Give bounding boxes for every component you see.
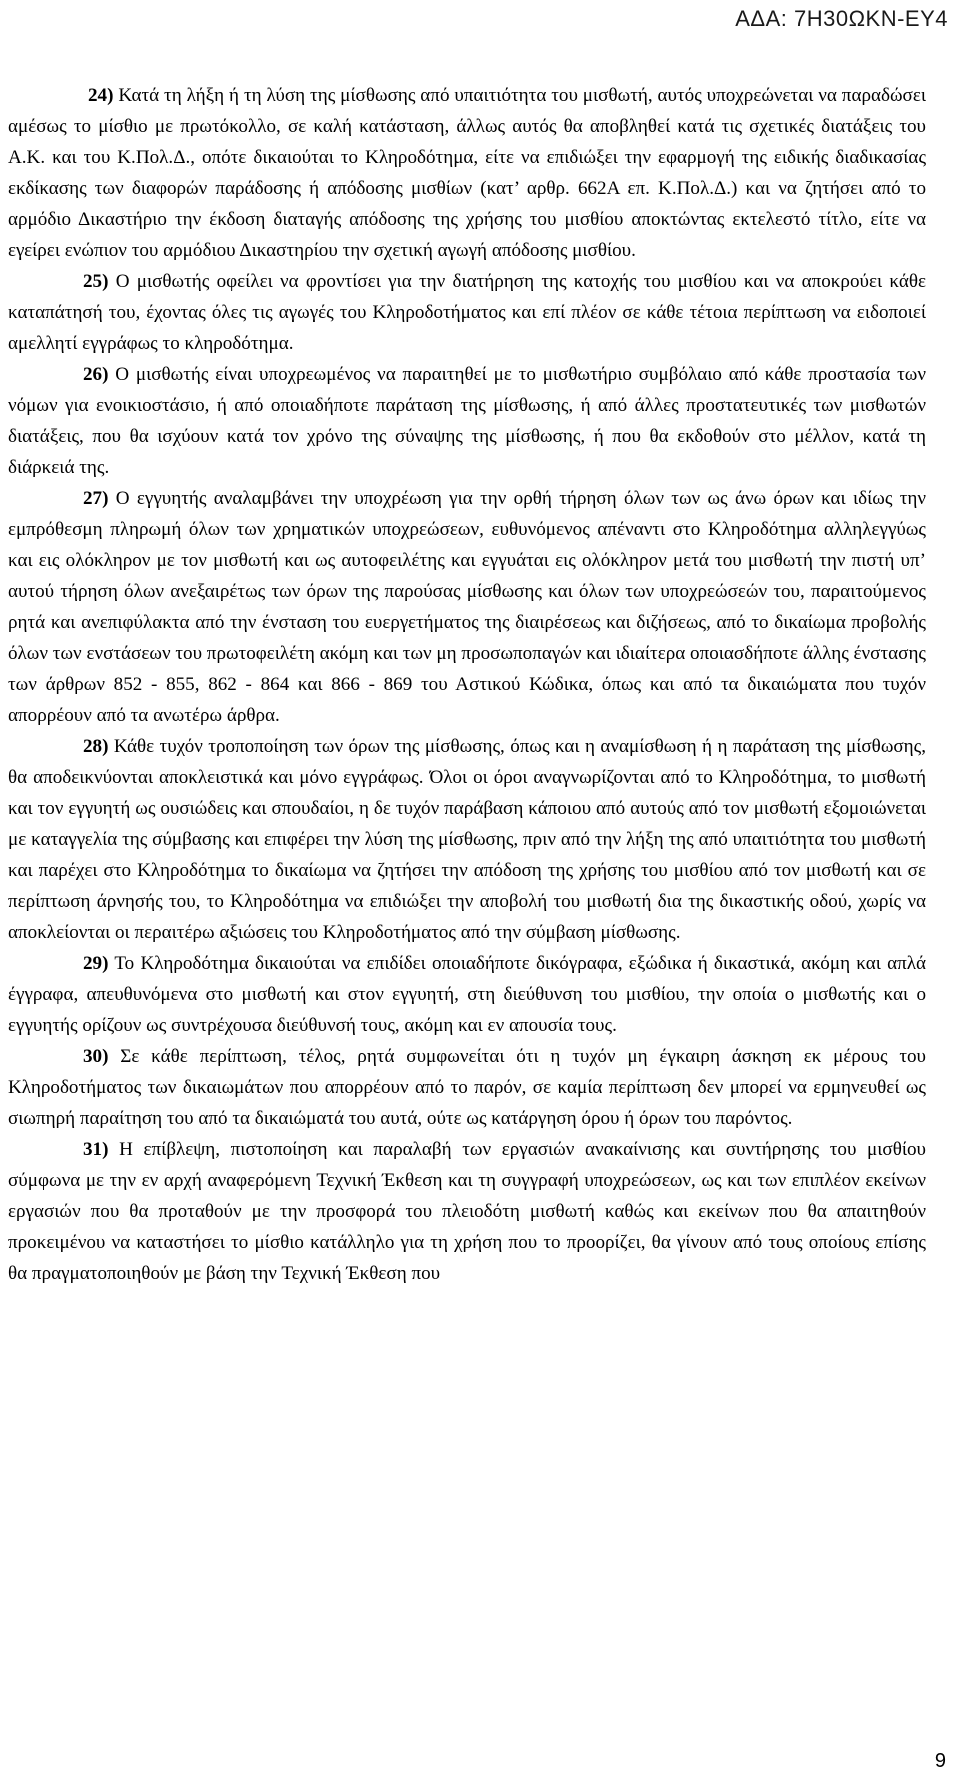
paragraph-text: Ο μισθωτής είναι υποχρεωμένος να παραιτηθεί με το μισθωτήριο συμβόλαιο από κάθε προστασία των νόμων για ενοικιοστάσιο, ή από οποιαδήποτε παράταση της μίσθωσης, ή από άλλες προστατευτικές των μισθωτών διατάξεις, που θα ισχύουν κατά τον χρόνο της σύναψης της μίσθωσης, ή που θα εκδοθούν στο μέλλον, κατά τη διάρκειά της. [8,364,926,478]
paragraph-number: 25) [83,271,109,292]
paragraph-25 [8,266,926,359]
ada-header: ΑΔΑ: 7Η30ΩΚΝ-ΕΥ4 [735,6,948,31]
paragraph-27 [8,483,926,731]
paragraph-number: 31) [83,1139,109,1160]
paragraph-text: Ο εγγυητής αναλαμβάνει την υποχρέωση για την ορθή τήρηση όλων των ως άνω όρων και ιδίως την εμπρόθεσμη πληρωμή όλων των χρηματικών υποχρεώσεων, ευθυνόμενος απέναντι στο Κληροδότημα αλληλεγγύως και εις ολόκληρον με τον μισθωτή και ως αυτοφειλέτης και εγγυάται εις ολόκληρον μετά του μισθωτή την πιστή υπ’ αυτού τήρηση όλων ανεξαιρέτως των όρων της παρούσας μίσθωσης και όλων των υποχρεώσεών του, παραιτούμενος ρητά και ανεπιφύλακτα από την ένσταση του ευεργετήματος της διαιρέσεως και διζήσεως, από το δικαίωμα προβολής όλων των ενστάσεων του πρωτοφειλέτη ακόμη και των μη προσωποπαγών και ιδιαίτερα οποιασδήποτε άλλης ένστασης των άρθρων 852 - 855, 862 - 864 και 866 - 869 του Αστικού Κώδικα, όπως και από τα δικαιώματα που τυχόν απορρέουν από τα ανωτέρω άρθρα. [8,488,926,726]
paragraph-28 [8,731,926,948]
paragraph-31 [8,1134,926,1289]
paragraph-text: Κάθε τυχόν τροποποίηση των όρων της μίσθωσης, όπως και η αναμίσθωση ή η παράταση της μίσθωσης, θα αποδεικνύονται αποκλειστικά και μόνο εγγράφως. Όλοι οι όροι αναγνωρίζονται από το Κληροδότημα, το μισθωτή και τον εγγυητή ως ουσιώδεις και σπουδαίοι, η δε τυχόν παράβαση κάποιου από αυτούς από τον μισθωτή εξομοιώνεται με καταγγελία της σύμβασης και επιφέρει την λύση της μίσθωσης, πριν από την λήξη της από υπαιτιότητα του μισθωτή και παρέχει στο Κληροδότημα το δικαίωμα να ζητήσει την απόδοση της χρήσης του μισθίου από τον μισθωτή και σε περίπτωση άρνησής του, το Κληροδότημα να επιδιώξει την αποβολή του μισθωτή δια της δικαστικής οδού, χωρίς να αποκλείονται οι περαιτέρω αξιώσεις του Κληροδοτήματος από την σύμβαση μίσθωσης. [8,736,926,943]
page-number: 9 [934,1750,946,1772]
paragraph-text: Η επίβλεψη, πιστοποίηση και παραλαβή των εργασιών ανακαίνισης και συντήρησης του μισθίου σύμφωνα με την εν αρχή αναφερόμενη Τεχνική Έκθεση και τη συγγραφή υποχρεώσεων, ως και των επιπλέον εκείνων εργασιών που θα προταθούν με την προσφορά του πλειοδότη μισθωτή καθώς και εκείνων που θα απαιτηθούν προκειμένου να καταστήσει το μίσθιο κατάλληλο για τη χρήση που το προορίζει, θα γίνουν από τους οποίους επίσης θα πραγματοποιηθούν με βάση την Τεχνική Έκθεση που [8,1139,926,1284]
paragraph-text: Σε κάθε περίπτωση, τέλος, ρητά συμφωνείται ότι η τυχόν μη έγκαιρη άσκηση εκ μέρους του Κληροδοτήματος των δικαιωμάτων που απορρέουν από το παρόν, σε καμία περίπτωση δεν μπορεί να ερμηνευθεί ως σιωπηρή παραίτηση του από τα δικαιώματά του αυτά, ούτε ως κατάργηση όρου ή όρων του παρόντος. [8,1046,926,1129]
paragraph-number: 30) [83,1046,109,1067]
paragraph-text: Ο μισθωτής οφείλει να φροντίσει για την διατήρηση της κατοχής του μισθίου και να αποκρούει κάθε καταπάτησή του, έχοντας όλες τις αγωγές του Κληροδοτήματος και επί πλέον σε κάθε τέτοια περίπτωση να ειδοποιεί αμελλητί εγγράφως το κληροδότημα. [8,271,926,354]
paragraph-26 [8,359,926,483]
paragraph-number: 24) [88,85,114,106]
document-body [8,80,926,1289]
paragraph-number: 28) [83,736,109,757]
paragraph-number: 27) [83,488,109,509]
paragraph-number: 26) [83,364,109,385]
paragraph-text: Κατά τη λήξη ή τη λύση της μίσθωσης από υπαιτιότητα του μισθωτή, αυτός υποχρεώνεται να παραδώσει αμέσως το μίσθιο με πρωτόκολλο, σε καλή κατάσταση, άλλως αυτός θα αποβληθεί κατά τις σχετικές διατάξεις του Α.Κ. και του Κ.Πολ.Δ., οπότε δικαιούται το Κληροδότημα, είτε να επιδιώξει την εφαρμογή της ειδικής διαδικασίας εκδίκασης των διαφορών παράδοσης ή απόδοσης μισθίων (κατ’ αρθρ. 662Α επ. Κ.Πολ.Δ.) και να ζητήσει από το αρμόδιο Δικαστήριο την έκδοση διαταγής απόδοσης της χρήσης του μισθίου αποκτώντας εκτελεστό τίτλο, είτε να εγείρει ενώπιον του αρμόδιου Δικαστηρίου την σχετική αγωγή απόδοσης μισθίου. [8,85,926,261]
paragraph-29 [8,948,926,1041]
paragraph-24 [8,80,926,266]
paragraph-number: 29) [83,953,109,974]
paragraph-30 [8,1041,926,1134]
paragraph-text: Το Κληροδότημα δικαιούται να επιδίδει οποιαδήποτε δικόγραφα, εξώδικα ή δικαστικά, ακόμη και απλά έγγραφα, απευθυνόμενα στο μισθωτή και στον εγγυητή, στη διεύθυνση του μισθίου, την οποία ο μισθωτής και ο εγγυητής ορίζουν ως συντρέχουσα διεύθυνσή τους, ακόμη και εν απουσία τους. [8,953,926,1036]
